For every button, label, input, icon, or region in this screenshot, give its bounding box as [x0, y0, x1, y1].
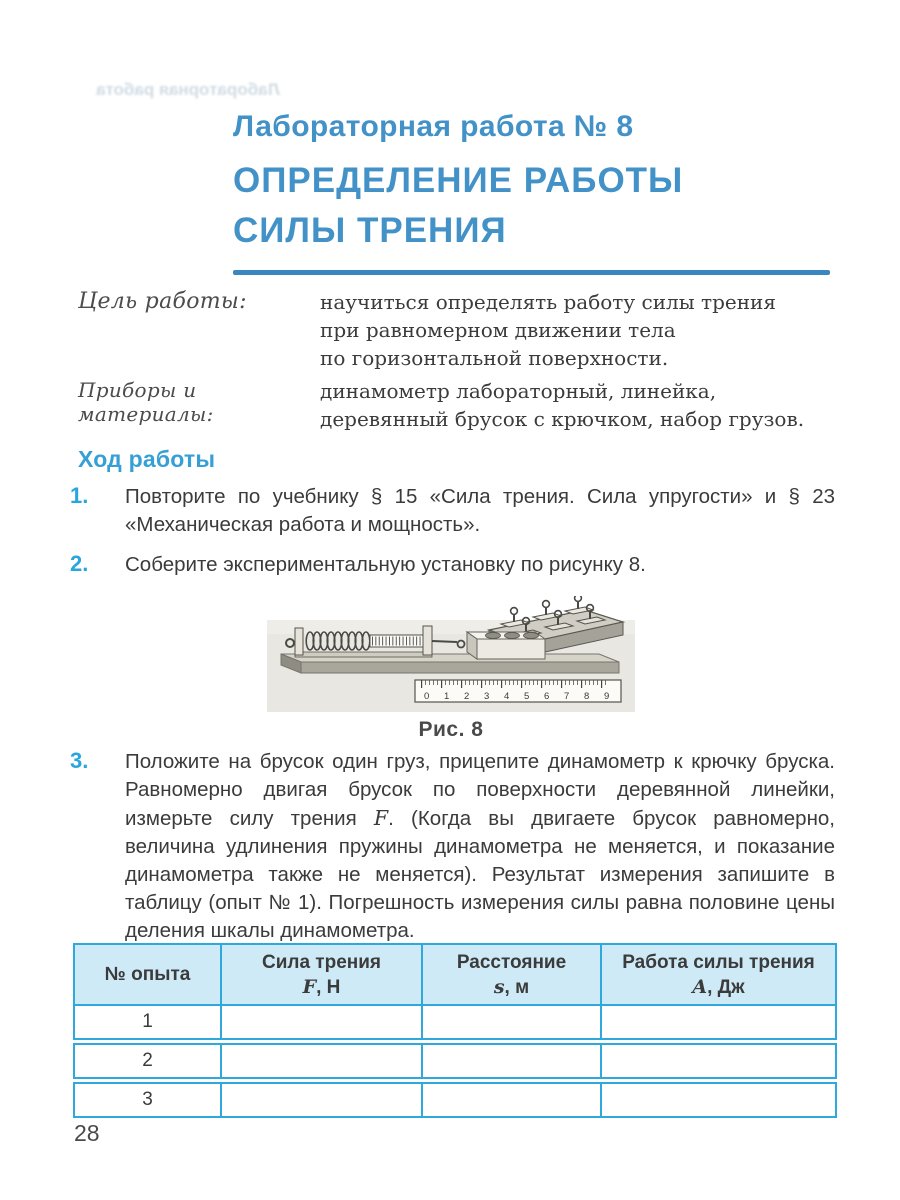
goal-text-line: при равномерном движении тела: [320, 318, 676, 342]
friction-force-cell-empty[interactable]: [221, 1081, 422, 1118]
step-text: Соберите экспериментальную установку по рисунку 8.: [125, 553, 646, 576]
column-header-friction-force: Сила трения F, Н: [221, 944, 422, 1005]
experiment-number-cell: 3: [74, 1081, 221, 1118]
experiment-number-cell: 1: [74, 1005, 221, 1042]
distance-cell-empty[interactable]: [422, 1081, 601, 1118]
friction-force-cell-empty[interactable]: [221, 1005, 422, 1042]
goal-label: Цель работы:: [78, 289, 247, 314]
experimental-setup-illustration: [267, 596, 635, 712]
page-title-line1: ОПРЕДЕЛЕНИЕ РАБОТЫ: [233, 161, 684, 200]
title-underline: [233, 270, 830, 275]
ruler-number: 4: [504, 691, 510, 702]
results-table: [73, 943, 837, 1118]
equipment-label: Приборы и материалы:: [78, 378, 214, 426]
force-symbol: F: [373, 806, 389, 830]
page-number: 28: [74, 1120, 100, 1146]
lab-work-number: Лабораторная работа № 8: [233, 110, 634, 143]
results-table-container: [73, 943, 837, 1118]
ruler-number: 9: [604, 691, 610, 702]
page-title-line2: СИЛЫ ТРЕНИЯ: [233, 211, 507, 250]
equipment-text: [320, 377, 804, 433]
step-text-segment: Положите на брусок один груз, прицепите динамометр к крючку бруска. Равномерно двигая брусок по поверхности деревянной линейки, измерьте силу трения: [125, 750, 835, 830]
step-number: 1.: [70, 483, 89, 508]
bleed-through-text: Лабораторная работа: [96, 80, 280, 99]
table-row: [74, 1005, 836, 1042]
ruler-number: 8: [584, 691, 590, 702]
page-title: [233, 156, 833, 256]
ruler-number: 7: [564, 691, 570, 702]
table-header-row: [74, 944, 836, 1005]
ruler-number: 2: [464, 691, 470, 702]
ruler-number: 0: [424, 691, 430, 702]
step-text: [125, 748, 835, 945]
equipment-row: [78, 377, 853, 433]
step-text-segment: . (Когда вы двигаете брусок равномерно, величина удлинения пружины динамометра не меняется, и показание динамометра также не меняется). Результат измерения запишите в таблицу (опыт № 1). Погрешность измерения силы равна половине цены деления шкалы динамометра.: [125, 807, 835, 942]
distance-cell-empty[interactable]: [422, 1042, 601, 1081]
goal-text: [320, 288, 776, 372]
ruler-number: 1: [444, 691, 450, 702]
step-number: 2.: [70, 551, 89, 576]
friction-work-cell-empty[interactable]: [601, 1081, 836, 1118]
wooden-block-illustration: [467, 632, 545, 659]
ruler-number: 3: [484, 691, 490, 702]
goal-text-line: по горизонтальной поверхности.: [320, 346, 669, 370]
page-header: [233, 110, 833, 275]
procedure-step-3: [70, 748, 835, 945]
procedure-step-2: [70, 551, 835, 579]
equipment-text-line: динамометр лабораторный, линейка,: [320, 379, 717, 403]
friction-work-cell-empty[interactable]: [601, 1005, 836, 1042]
figure-caption: Рис. 8: [418, 718, 484, 741]
meta-section: [78, 288, 853, 433]
column-header-experiment-number: № опыта: [74, 944, 221, 1005]
ruler-number: 5: [524, 691, 530, 702]
experiment-number-cell: 2: [74, 1042, 221, 1081]
goal-text-line: научиться определять работу силы трения: [320, 290, 776, 314]
goal-row: [78, 288, 853, 372]
distance-cell-empty[interactable]: [422, 1005, 601, 1042]
table-row: [74, 1042, 836, 1081]
table-row: [74, 1081, 836, 1118]
friction-force-cell-empty[interactable]: [221, 1042, 422, 1081]
ruler-illustration: [415, 680, 621, 702]
figure-8: [267, 596, 635, 742]
equipment-text-line: деревянный брусок с крючком, набор грузов.: [320, 407, 805, 431]
procedure-heading: Ход работы: [78, 446, 216, 472]
ruler-number: 6: [544, 691, 550, 702]
step-number: 3.: [70, 748, 89, 773]
column-header-distance: Расстояние s, м: [422, 944, 601, 1005]
column-header-friction-work: Работа силы трения A, Дж: [601, 944, 836, 1005]
step-text: Повторите по учебнику § 15 «Сила трения. Сила упругости» и § 23 «Механическая работа и мощность».: [125, 485, 835, 536]
procedure-step-1: [70, 483, 835, 539]
friction-work-cell-empty[interactable]: [601, 1042, 836, 1081]
